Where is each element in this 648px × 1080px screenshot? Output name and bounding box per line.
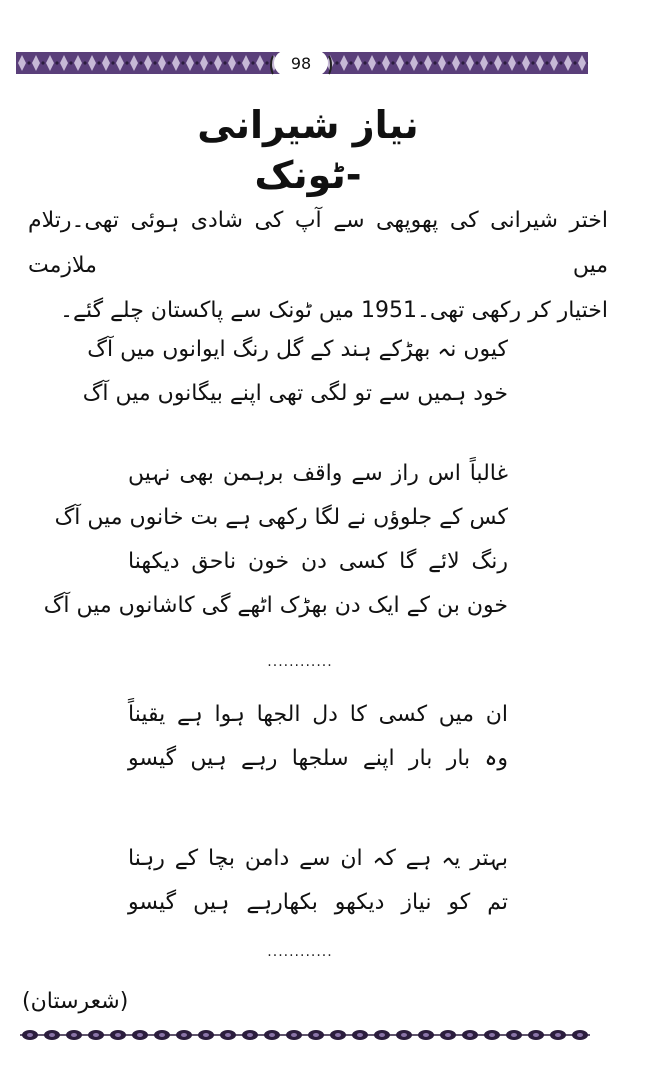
verse-block-1 xyxy=(82,328,508,416)
intro-paragraph xyxy=(28,198,608,333)
page-number-text: 98 xyxy=(290,53,312,73)
page-number xyxy=(274,50,328,76)
verse-line: تم کو نیاز دیکھو بکھارہے ہیں گیسو xyxy=(128,890,508,915)
source-citation: (شعرستان) xyxy=(22,989,129,1014)
verse-block-4 xyxy=(128,837,508,925)
verse-line: غالباً اس راز سے واقف برہمن بھی نہیں xyxy=(128,461,508,486)
verse-line: بہتر یہ ہے کہ ان سے دامن بچا کے رہنا xyxy=(128,846,508,871)
verse-line: رنگ لائے گا کسی دن خون ناحق دیکھنا xyxy=(128,549,508,574)
verse-line: ان میں کسی کا دل الجھا ہوا ہے یقیناً xyxy=(128,702,508,727)
verse-line: وہ بار بار اپنے سلجھا رہے ہیں گیسو xyxy=(128,746,508,771)
verse-block-2 xyxy=(43,452,508,628)
verse-line: خود ہمیں سے تو لگی تھی اپنے بیگانوں میں آگ xyxy=(82,381,508,406)
intro-line: اختر شیرانی کی پھوپھی سے آپ کی شادی ہوئی تھی۔رتلام میں ملازمت xyxy=(28,208,608,278)
intro-line: اختیار کر رکھی تھی۔1951 میں ٹونک سے پاکستان چلے گئے۔ xyxy=(60,298,608,323)
verse-block-3 xyxy=(128,693,508,781)
verse-line: کیوں نہ بھڑکے ہند کے گل رنگ ایوانوں میں آگ xyxy=(87,337,508,362)
verse-line: خون بن کے ایک دن بھڑک اٹھے گی کاشانوں میں آگ xyxy=(43,593,508,618)
verse-line: کس کے جلوؤں نے لگا رکھی ہے بت خانوں میں آگ xyxy=(54,505,508,530)
footer-ornament-band xyxy=(20,1022,590,1048)
page-title: نیاز شیرانی -ٹونک xyxy=(197,103,419,197)
separator-dots: ............ xyxy=(267,944,333,960)
separator-dots: ............ xyxy=(267,654,333,670)
